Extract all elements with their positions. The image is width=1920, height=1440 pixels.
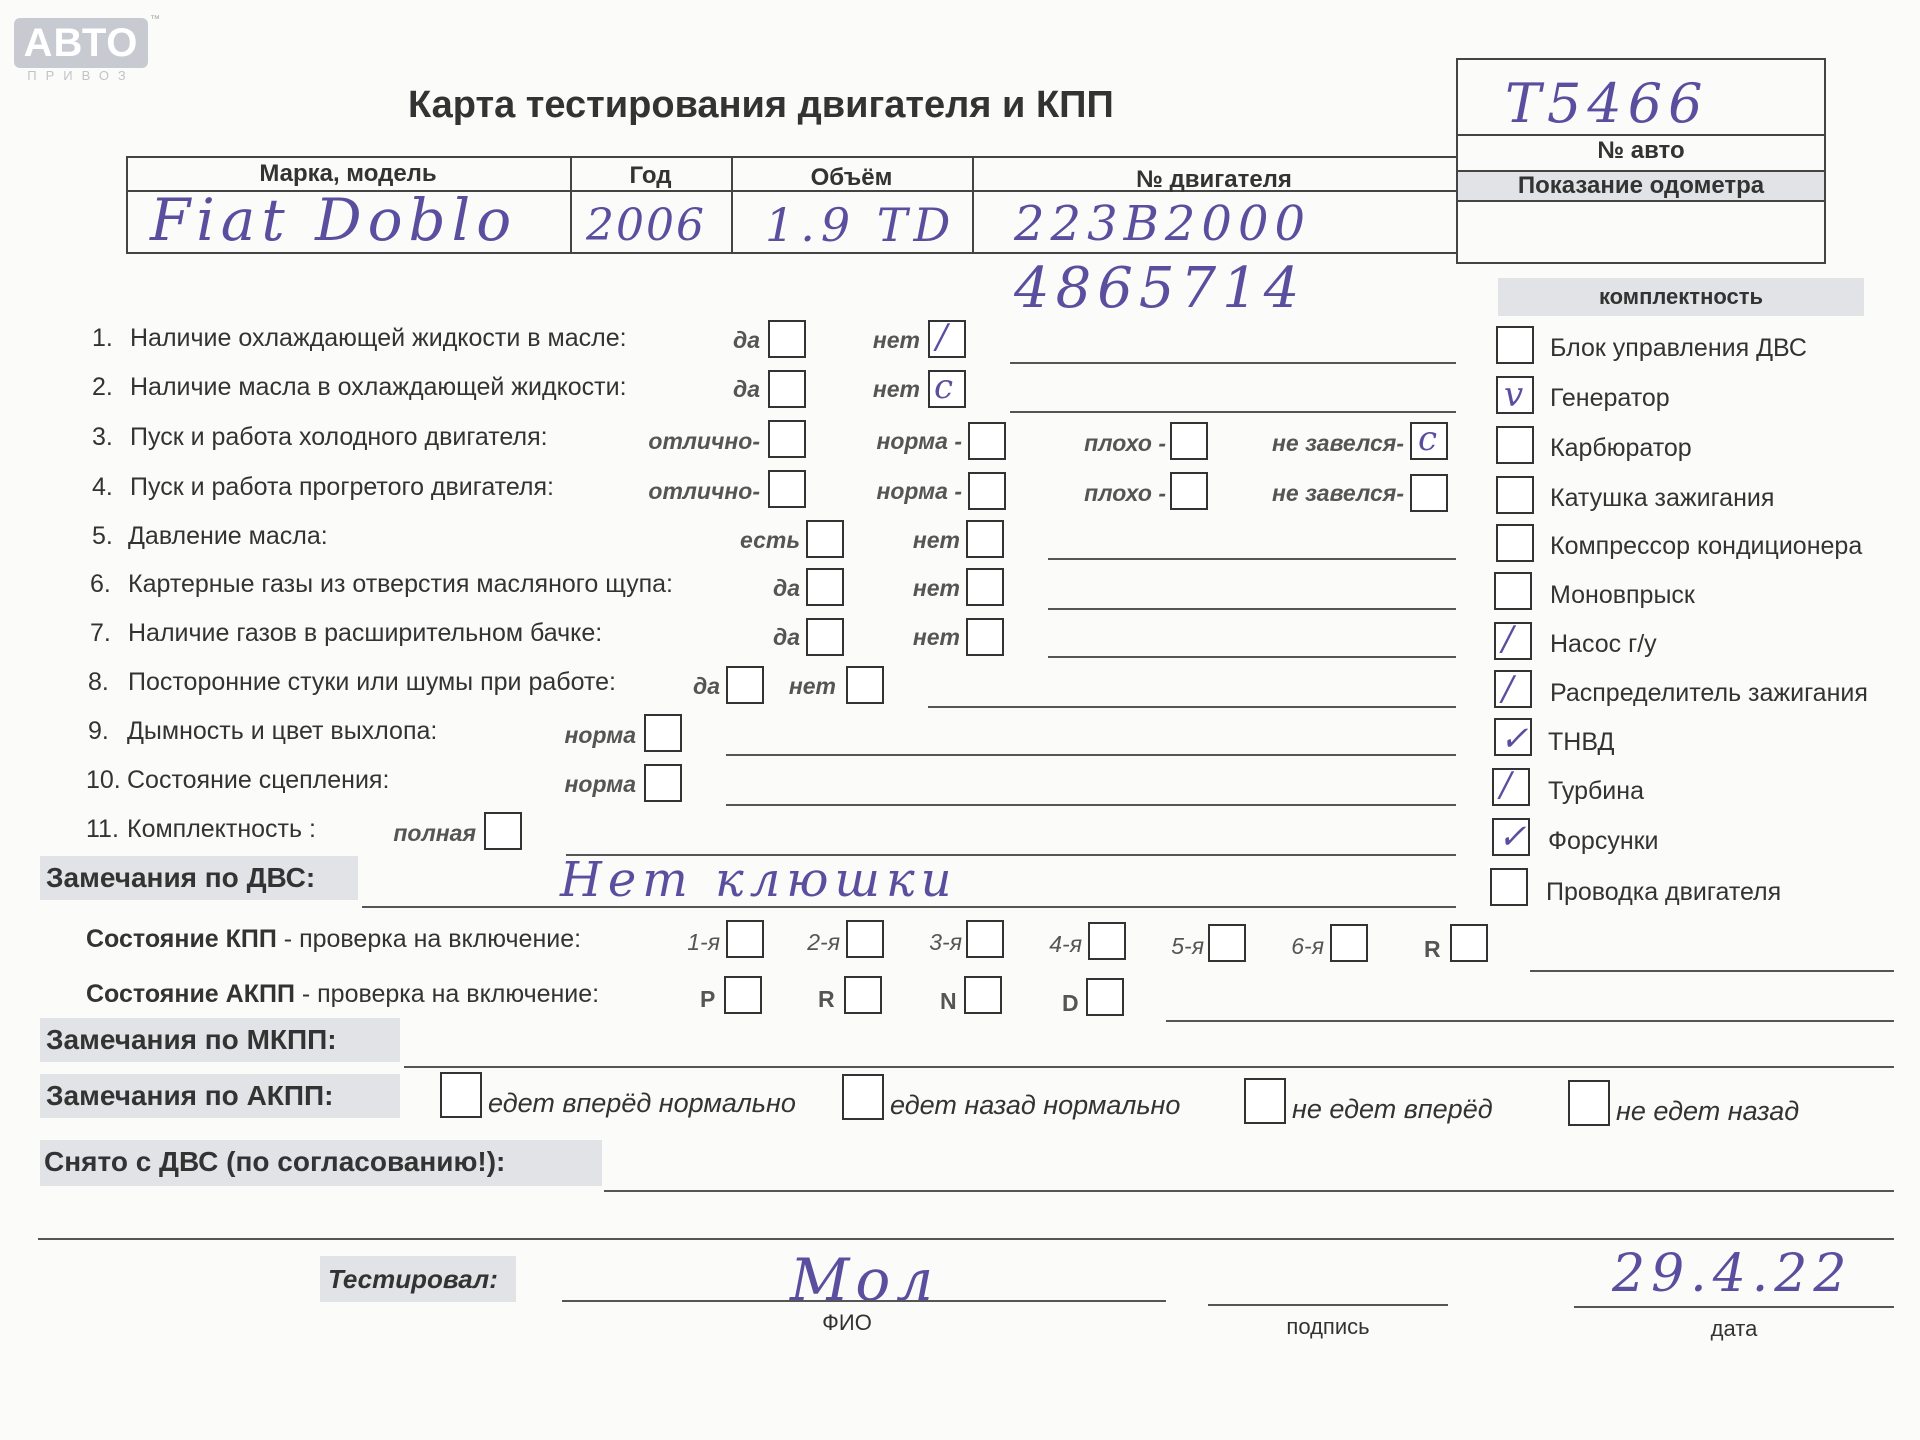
checkbox-akpp-p[interactable]: [724, 976, 762, 1014]
option-label: норма -: [876, 428, 962, 454]
checkbox-gear-1[interactable]: [726, 920, 764, 958]
checkbox-warm-start-bad[interactable]: [1170, 472, 1208, 510]
dvs-remarks-value[interactable]: Нет клюшки: [560, 852, 958, 908]
checkbox-no-forward[interactable]: [1244, 1078, 1286, 1124]
checkbox-engine-wiring[interactable]: [1490, 868, 1528, 906]
checkbox-warm-start-normal[interactable]: [968, 472, 1006, 510]
checkbox-gear-reverse[interactable]: [1450, 924, 1488, 962]
date-label: дата: [1710, 1316, 1758, 1341]
option-label: норма: [564, 771, 636, 797]
checkbox-alternator[interactable]: v: [1496, 376, 1534, 414]
checkbox-cold-start-bad[interactable]: [1170, 422, 1208, 460]
option-label: полная: [393, 820, 476, 846]
fio-label: ФИО: [822, 1310, 872, 1335]
item-number: 5.: [92, 522, 113, 550]
note-line[interactable]: [1010, 362, 1456, 364]
item-number: 10.: [86, 766, 121, 794]
make-model-value: Fiat Doblo: [150, 186, 518, 254]
kpp-note-line[interactable]: [1530, 970, 1894, 972]
completeness-item-ps-pump: Насос г/у: [1550, 630, 1657, 658]
note-line[interactable]: [1048, 558, 1456, 560]
akpp-remarks-label: Замечания по АКПП:: [46, 1080, 334, 1111]
option-label: не завелся-: [1272, 480, 1404, 506]
option-label: плохо -: [1084, 480, 1166, 506]
option-label: нет: [912, 624, 960, 650]
question-expansion-tank-gases: Наличие газов в расширительном бачке:: [128, 619, 603, 647]
item-number: 6.: [90, 570, 111, 598]
option-label: есть: [740, 527, 800, 553]
akpp-mode-label: R: [818, 986, 835, 1012]
dvs-remarks-label: Замечания по ДВС:: [46, 862, 316, 893]
checkbox-distributor[interactable]: /: [1494, 670, 1532, 708]
item-number: 8.: [88, 668, 109, 696]
logo-trademark: ™: [150, 14, 160, 25]
question-completeness: Комплектность :: [127, 815, 316, 843]
checkbox-akpp-d[interactable]: [1086, 978, 1124, 1016]
checkbox-oil-pressure-no[interactable]: [966, 520, 1004, 558]
akpp-check-note-line[interactable]: [1166, 1020, 1894, 1022]
checkbox-mono-injection[interactable]: [1494, 572, 1532, 610]
checkbox-injection-pump[interactable]: ✓: [1494, 718, 1532, 756]
checkbox-gear-2[interactable]: [846, 920, 884, 958]
option-label: нет: [872, 376, 920, 402]
removed-label: Снято с ДВС (по согласованию!):: [44, 1146, 506, 1177]
vehicle-number-label: № авто: [1597, 137, 1685, 164]
removed-line[interactable]: [604, 1190, 1894, 1192]
logo-subtitle: ПРИВОЗ: [27, 68, 135, 83]
option-label: отлично-: [648, 428, 760, 454]
gear-label: R: [1424, 936, 1441, 962]
completeness-item-injectors: Форсунки: [1548, 827, 1659, 855]
dvs-remarks-line[interactable]: [362, 906, 1456, 908]
option-label: плохо -: [1084, 430, 1166, 456]
checkbox-exhaust-normal[interactable]: [644, 714, 682, 752]
checkbox-injectors[interactable]: ✓: [1492, 818, 1530, 856]
option-label: нет: [912, 527, 960, 553]
checkbox-warm-start-no-start[interactable]: [1410, 474, 1448, 512]
akpp-mode-label: P: [700, 986, 716, 1012]
checkbox-oil-pressure-yes[interactable]: [806, 520, 844, 558]
gear-label: 2-я: [807, 929, 840, 955]
option-label: да: [732, 376, 760, 402]
checkbox-ps-pump[interactable]: /: [1494, 622, 1532, 660]
question-oil-in-coolant: Наличие масла в охлаждающей жидкости:: [130, 373, 627, 401]
checkbox-cold-start-no-start[interactable]: c: [1410, 422, 1448, 460]
engine-no-extra: 4865714: [1014, 256, 1306, 321]
completeness-item-distributor: Распределитель зажигания: [1550, 679, 1868, 707]
akpp-option-label: не едет назад: [1616, 1096, 1800, 1126]
header-volume: Объём: [810, 164, 893, 191]
checkbox-coolant-in-oil-no[interactable]: /: [928, 320, 966, 358]
akpp-option-label: не едет вперёд: [1292, 1094, 1493, 1124]
form-title: Карта тестирования двигателя и КПП: [408, 84, 1114, 126]
checkbox-akpp-n[interactable]: [964, 976, 1002, 1014]
checkbox-tank-gases-yes[interactable]: [806, 618, 844, 656]
checkbox-tank-gases-no[interactable]: [966, 618, 1004, 656]
option-label: да: [772, 575, 800, 601]
completeness-item-ac-compressor: Компрессор кондиционера: [1550, 532, 1863, 560]
completeness-title: комплектность: [1598, 284, 1764, 309]
fio-value[interactable]: Мол: [790, 1246, 940, 1314]
checkbox-coolant-in-oil-yes[interactable]: [768, 320, 806, 358]
question-oil-pressure: Давление масла:: [128, 522, 328, 550]
checkbox-warm-start-excellent[interactable]: [768, 470, 806, 508]
akpp-option-label: едет вперёд нормально: [488, 1088, 796, 1118]
note-line[interactable]: [1048, 656, 1456, 658]
completeness-item-mono-injection: Моновпрыск: [1550, 581, 1695, 609]
completeness-item-injection-pump: ТНВД: [1548, 728, 1615, 756]
checkbox-oil-in-coolant-yes[interactable]: [768, 370, 806, 408]
option-label: нет: [788, 673, 836, 699]
option-label: да: [692, 673, 720, 699]
completeness-item-engine-wiring: Проводка двигателя: [1546, 878, 1782, 906]
akpp-mode-label: N: [940, 988, 957, 1014]
signature-line[interactable]: [1208, 1304, 1448, 1306]
checkbox-ignition-coil[interactable]: [1496, 476, 1534, 514]
date-line[interactable]: [1574, 1306, 1894, 1308]
gear-label: 5-я: [1171, 933, 1204, 959]
kpp-check-label: Состояние КПП - проверка на включение:: [86, 925, 582, 953]
removed-line-2[interactable]: [38, 1238, 1894, 1240]
checkbox-clutch-normal[interactable]: [644, 764, 682, 802]
gear-label: 6-я: [1291, 933, 1324, 959]
note-line[interactable]: [928, 706, 1456, 708]
header-engine-no: № двигателя: [1136, 166, 1292, 193]
checkbox-crankcase-no[interactable]: [966, 568, 1004, 606]
engine-no-value: 223B2000: [1014, 196, 1312, 252]
checkbox-drives-back-ok[interactable]: [842, 1074, 884, 1120]
checkbox-gear-3[interactable]: [966, 920, 1004, 958]
note-line[interactable]: [1010, 411, 1456, 413]
item-number: 1.: [92, 324, 113, 352]
item-number: 9.: [88, 717, 109, 745]
completeness-item-carburetor: Карбюратор: [1550, 434, 1692, 462]
option-label: не завелся-: [1272, 430, 1404, 456]
year-value: 2006: [586, 200, 706, 251]
fio-line[interactable]: [562, 1300, 1166, 1302]
note-line[interactable]: [726, 754, 1456, 756]
odometer-label: Показание одометра: [1517, 172, 1765, 199]
checkbox-akpp-r[interactable]: [844, 976, 882, 1014]
item-number: 7.: [90, 619, 111, 647]
checkbox-cold-start-excellent[interactable]: [768, 420, 806, 458]
question-clutch-state: Состояние сцепления:: [127, 766, 390, 794]
note-line[interactable]: [726, 804, 1456, 806]
header-year: Год: [629, 162, 672, 189]
completeness-item-ignition-coil: Катушка зажигания: [1550, 484, 1775, 512]
akpp-mode-label: D: [1062, 990, 1079, 1016]
date-value[interactable]: 29.4.22: [1612, 1244, 1853, 1304]
option-label: да: [732, 327, 760, 353]
question-warm-start: Пуск и работа прогретого двигателя:: [130, 473, 554, 501]
completeness-item-turbo: Турбина: [1548, 777, 1644, 805]
item-number: 3.: [92, 423, 113, 451]
checkbox-drives-forward-ok[interactable]: [440, 1072, 482, 1118]
mkpp-remarks-label: Замечания по МКПП:: [46, 1024, 337, 1055]
question-exhaust-smoke: Дымность и цвет выхлопа:: [127, 717, 438, 745]
option-label: норма -: [876, 478, 962, 504]
gear-label: 1-я: [687, 929, 720, 955]
volume-value: 1.9 TD: [765, 198, 957, 252]
checkbox-gear-4[interactable]: [1088, 922, 1126, 960]
note-line[interactable]: [1048, 608, 1456, 610]
item-number: 11.: [86, 815, 119, 843]
checkbox-oil-in-coolant-no[interactable]: c: [928, 370, 966, 408]
question-crankcase-gases: Картерные газы из отверстия масляного щупа:: [128, 570, 673, 598]
completeness-item-alternator: Генератор: [1550, 384, 1670, 412]
checkbox-noise-no[interactable]: [846, 666, 884, 704]
question-coolant-in-oil: Наличие охлаждающей жидкости в масле:: [130, 324, 627, 352]
item-number: 2.: [92, 373, 113, 401]
checkbox-no-reverse[interactable]: [1568, 1080, 1610, 1126]
header-make-model: Марка, модель: [259, 160, 437, 187]
akpp-check-label: Состояние АКПП - проверка на включение:: [86, 980, 600, 1008]
checkbox-turbo[interactable]: /: [1492, 768, 1530, 806]
completeness-item-ecu: Блок управления ДВС: [1550, 334, 1807, 362]
item-number: 4.: [92, 473, 113, 501]
mkpp-remarks-line[interactable]: [404, 1066, 1894, 1068]
checkbox-noise-yes[interactable]: [726, 666, 764, 704]
signature-label: подпись: [1286, 1314, 1370, 1339]
gear-label: 3-я: [929, 929, 962, 955]
checkbox-gear-5[interactable]: [1208, 924, 1246, 962]
avtoprivoz-logo: АВТО: [14, 18, 148, 68]
checkbox-complete-full[interactable]: [484, 812, 522, 850]
checkbox-ecu[interactable]: [1496, 326, 1534, 364]
question-extraneous-noise: Посторонние стуки или шумы при работе:: [128, 668, 616, 696]
checkbox-gear-6[interactable]: [1330, 924, 1368, 962]
checkbox-cold-start-normal[interactable]: [968, 422, 1006, 460]
checkbox-ac-compressor[interactable]: [1496, 524, 1534, 562]
option-label: отлично-: [648, 478, 760, 504]
checkbox-carburetor[interactable]: [1496, 426, 1534, 464]
option-label: нет: [912, 575, 960, 601]
vehicle-number-value: Т5466: [1505, 72, 1709, 135]
gear-label: 4-я: [1049, 931, 1082, 957]
akpp-option-label: едет назад нормально: [890, 1090, 1181, 1120]
option-label: норма: [564, 722, 636, 748]
option-label: да: [772, 624, 800, 650]
tested-by-label: Тестировал:: [328, 1264, 498, 1294]
question-cold-start: Пуск и работа холодного двигателя:: [130, 423, 548, 451]
checkbox-crankcase-yes[interactable]: [806, 568, 844, 606]
option-label: нет: [872, 327, 920, 353]
